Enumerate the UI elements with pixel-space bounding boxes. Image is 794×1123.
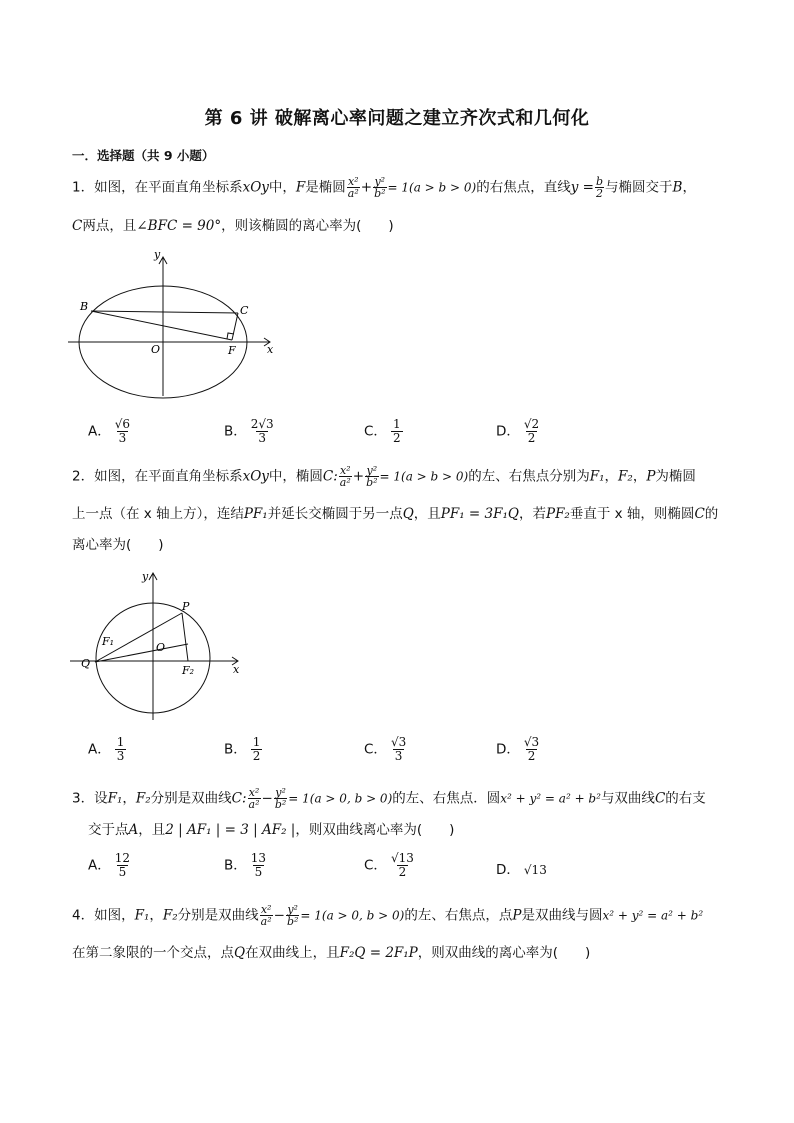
text: 两点，且 (82, 218, 137, 234)
fig-label-c: C (240, 304, 249, 317)
text: 1．如图，在平面直角坐标系 (72, 179, 243, 196)
option-b[interactable]: B． $\frac{13}{5}$ (224, 851, 267, 879)
text: ，则该椭圆的离心率为( ) (221, 218, 394, 234)
page-title: 第 6 讲 破解离心率问题之建立齐次式和几何化 (204, 108, 590, 129)
option-d[interactable]: D． $\frac{√2}{2}$ (496, 417, 540, 445)
svg-text:F₂: F₂ (182, 664, 195, 677)
fraction: $\frac{\text{x²}}{\text{a²}}$ (339, 464, 351, 489)
svg-text:Q: Q (81, 657, 91, 670)
svg-text:y: y (142, 570, 149, 583)
fig-label-b: B (80, 300, 89, 313)
question-3-line-1: 3．设F₁，F₂分别是双曲线C: $\frac{\text{x²}}{\text{a²}}$ − $\frac{\text{y²}}{\text{b²}}$ = 1(a > 0, b > 0)的左、右焦点．圆x² + y² = a² + b²与双曲线C的右支 (72, 786, 706, 811)
text: 与椭圆交于 (605, 179, 673, 196)
question-1-figure (66, 246, 286, 406)
text: 的右焦点，直线 (476, 179, 571, 196)
fig-label-f: F (228, 344, 236, 357)
math-var: B (672, 179, 683, 196)
fig-label-y: y (154, 248, 161, 261)
text: ， (682, 179, 696, 196)
fraction: $\frac{\text{x²}}{\text{a²}}$ (347, 175, 359, 200)
line-pf2 (182, 613, 188, 661)
line-bf (91, 311, 232, 340)
fraction: $\frac{\text{y²}}{\text{b²}}$ (374, 175, 386, 200)
question-3-line-2: 交于点A，且2 | AF₁ | = 3 | AF₂ |，则双曲线离心率为( ) (88, 822, 455, 838)
math-var: C (72, 218, 83, 234)
math-expression: ∠BFC = 90° (136, 218, 222, 234)
question-1-line-2 (72, 216, 394, 236)
option-c[interactable]: C． $\frac{1}{2}$ (364, 417, 401, 445)
text: 是椭圆 (305, 179, 346, 196)
fig-label-o: O (151, 343, 161, 356)
question-1-line-1: 1．如图，在平面直角坐标系xOy中，F是椭圆 $\frac{\text{x²}}{\text{a²}}$ + $\frac{\text{y²}}{\text{b²}}$ = 1(a > b > 0)的右焦点，直线y = $\frac{b}{2}$ 与椭圆交于B， (72, 175, 696, 200)
text: 中， (268, 179, 296, 196)
option-b[interactable]: B． $\frac{2√3}{3}$ (224, 417, 274, 445)
math-var: y = (570, 179, 594, 196)
option-b[interactable]: B． $\frac{1}{2}$ (224, 735, 261, 763)
line-bc (91, 311, 238, 313)
svg-text:O: O (156, 641, 166, 654)
fraction: $\frac{\text{y²}}{\text{b²}}$ (366, 464, 378, 489)
option-d[interactable]: D． √13 (496, 862, 547, 878)
option-a[interactable]: A． $\frac{12}{5}$ (88, 851, 131, 879)
question-4-line-2: 在第二象限的一个交点，点Q在双曲线上，且F₂Q = 2F₁P，则双曲线的离心率为( ) (72, 945, 591, 961)
question-2-line-2: 上一点（在 x 轴上方），连结PF₁并延长交椭圆于另一点Q，且PF₁ = 3F₁Q，若PF₂垂直于 x 轴，则椭圆C的 (72, 506, 719, 522)
question-4-line-1: 4．如图，F₁，F₂分别是双曲线 $\frac{\text{x²}}{\text{a²}}$ − $\frac{\text{y²}}{\text{b²}}$ = 1(a > 0, b > 0)的左、右焦点，点P是双曲线与圆x² + y² = a² + b² (72, 903, 704, 928)
option-c[interactable]: C． $\frac{√3}{3}$ (364, 735, 407, 763)
section-heading: 一．选择题（共 9 小题） (72, 148, 215, 163)
math-expression: = 1(a > b > 0) (387, 180, 477, 195)
fraction: $\frac{b}{2}$ (595, 175, 604, 200)
option-a[interactable]: A． $\frac{1}{3}$ (88, 735, 125, 763)
svg-text:P: P (182, 600, 190, 613)
option-c[interactable]: C． $\frac{√13}{2}$ (364, 851, 414, 879)
question-2-figure (70, 566, 250, 724)
svg-text:F₁: F₁ (102, 635, 115, 648)
svg-text:x: x (233, 663, 240, 676)
line-cf (232, 313, 238, 340)
option-d[interactable]: D． $\frac{√3}{2}$ (496, 735, 540, 763)
math-var: F (295, 179, 306, 196)
fig-label-x: x (267, 343, 274, 356)
option-a[interactable]: A． $\frac{√6}{3}$ (88, 417, 131, 445)
math-var: xOy (242, 179, 269, 196)
question-2-line-1: 2．如图，在平面直角坐标系xOy中，椭圆C: $\frac{\text{x²}}{\text{a²}}$ + $\frac{\text{y²}}{\text{b²}}$ = 1(a > b > 0)的左、右焦点分别为F₁，F₂，P为椭圆 (72, 464, 696, 489)
question-2-line-3: 离心率为( ) (72, 537, 164, 553)
